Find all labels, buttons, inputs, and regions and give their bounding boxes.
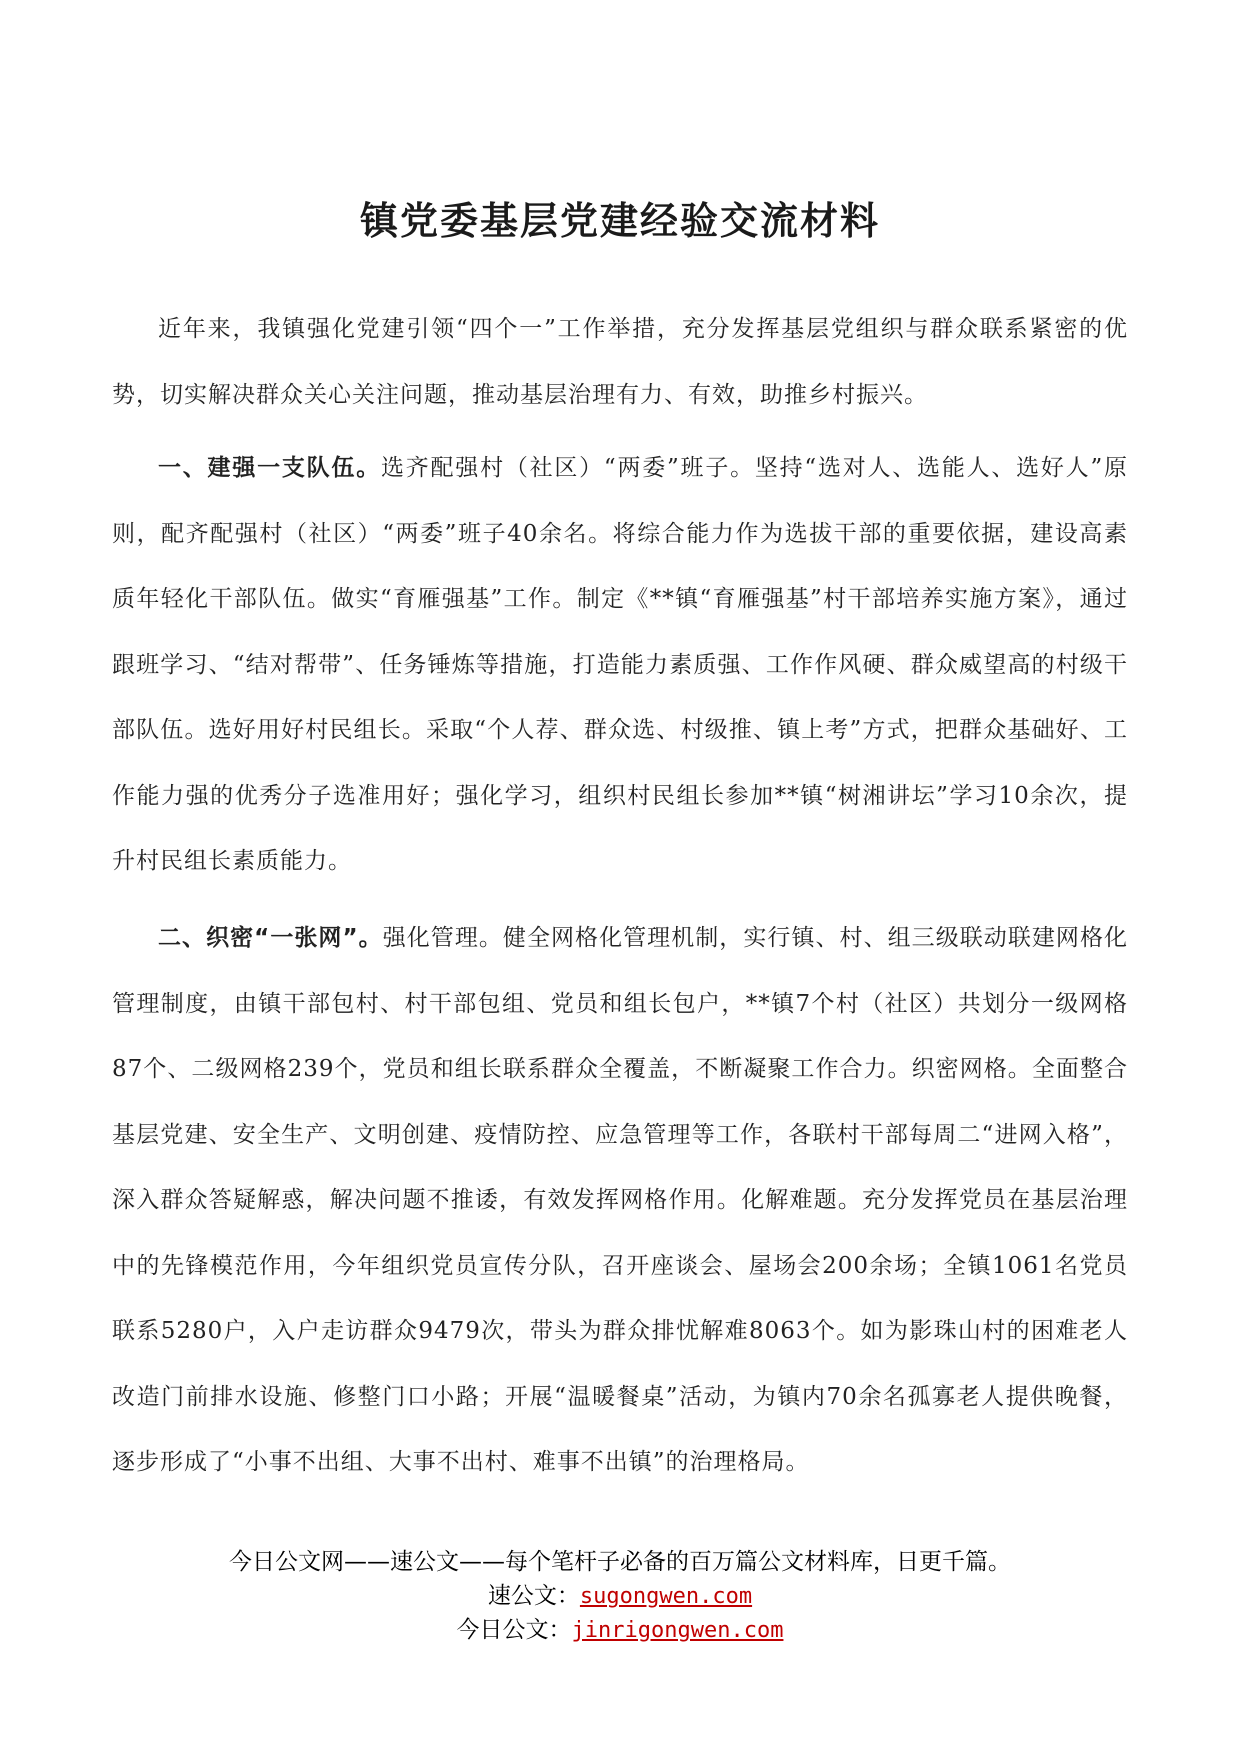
section-1-paragraph <box>112 436 1128 895</box>
section-2-paragraph <box>112 906 1128 1496</box>
section-2-heading: 二、织密“一张网”。 <box>158 925 383 951</box>
footer-site-1-label: 速公文： <box>487 1583 580 1609</box>
footer-site-1 <box>0 1577 1240 1610</box>
section-2-text: 强化管理。健全网格化管理机制，实行镇、村、组三级联动联建网格化管理制度，由镇干部包村、村干部包组、党员和组长包户，**镇7个村（社区）共划分一级网格87个、二级网格239个，党员和组长联系群众全覆盖，不断凝聚工作合力。织密网格。全面整合基层党建、安全生产、文明创建、疫情防控、应急管理等工作，各联村干部每周二“进网入格”，深入群众答疑解惑，解决问题不推诿，有效发挥网格作用。化解难题。充分发挥党员在基层治理中的先锋模范作用，今年组织党员宣传分队，召开座谈会、屋场会200余场；全镇1061名党员联系5280户，入户走访群众9479次，带头为群众排忧解难8063个。如为影珠山村的困难老人改造门前排水设施、修整门口小路；开展“温暖餐桌”活动，为镇内70余名孤寡老人提供晚餐，逐步形成了“小事不出组、大事不出村、难事不出镇”的治理格局。 <box>112 925 1129 1475</box>
footer-site-1-link[interactable]: sugongwen.com <box>579 1584 753 1609</box>
footer-site-2-label: 今日公文： <box>456 1617 572 1643</box>
section-1-heading: 一、建强一支队伍。 <box>158 455 381 481</box>
section-1-text: 选齐配强村（社区）“两委”班子。坚持“选对人、选能人、选好人”原则，配齐配强村（社区）“两委”班子40余名。将综合能力作为选拔干部的重要依据，建设高素质年轻化干部队伍。做实“育雁强基”工作。制定《**镇“育雁强基”村干部培养实施方案》，通过跟班学习、“结对帮带”、任务锤炼等措施，打造能力素质强、工作作风硬、群众威望高的村级干部队伍。选好用好村民组长。采取“个人荐、群众选、村级推、镇上考”方式，把群众基础好、工作能力强的优秀分子选准用好；强化学习，组织村民组长参加**镇“树湘讲坛”学习10余次，提升村民组长素质能力。 <box>112 455 1128 874</box>
document-title: 镇党委基层党建经验交流材料 <box>359 198 880 243</box>
footer-site-2-link[interactable]: jinrigongwen.com <box>571 1618 784 1643</box>
intro-paragraph: 近年来，我镇强化党建引领“四个一”工作举措，充分发挥基层党组织与群众联系紧密的优势，切实解决群众关心关注问题，推动基层治理有力、有效，助推乡村振兴。 <box>112 316 1128 408</box>
footer-site-2 <box>0 1611 1240 1644</box>
footer-slogan: 今日公文网——速公文——每个笔杆子必备的百万篇公文材料库，日更千篇。 <box>229 1549 1011 1575</box>
